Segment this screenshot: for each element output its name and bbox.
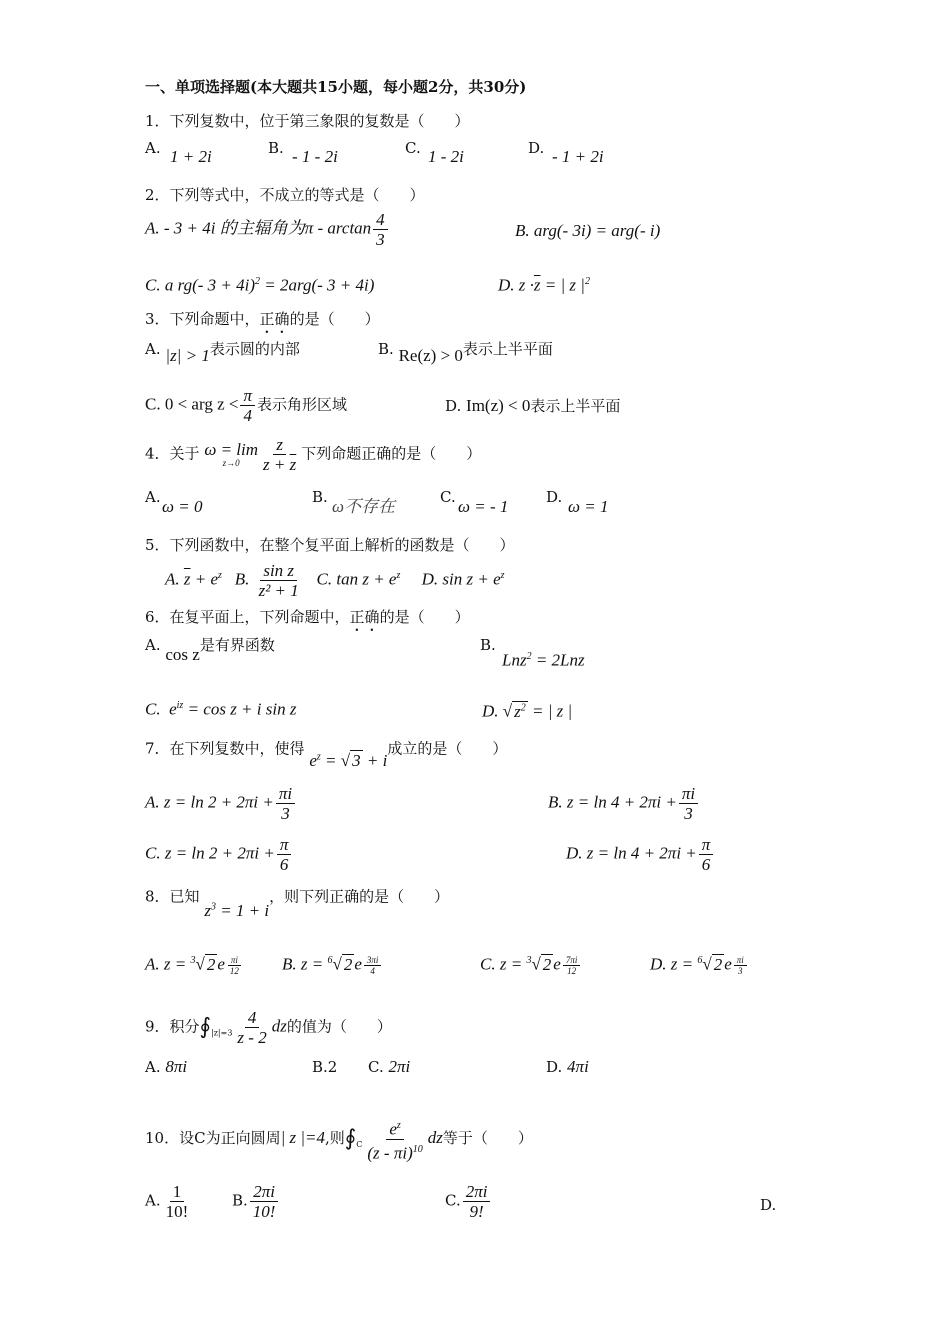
q6-option-c-label: C. [145, 699, 161, 719]
q5-option-a-label: A. [165, 569, 180, 589]
q3-option-d-text: 表示上半平面 [530, 397, 621, 415]
q1-option-c-label: C. [405, 139, 421, 157]
q8-option-d-radical-sign: √ [702, 954, 712, 974]
q3-option-b-label: B. [378, 340, 394, 358]
q9-fraction [234, 1008, 269, 1047]
q6-option-b-math [502, 648, 585, 670]
q2-option-a [145, 210, 390, 249]
q5-option-b-label: B. [234, 569, 250, 589]
q10-denominator [364, 1140, 425, 1163]
q10-numerator [386, 1116, 403, 1140]
q3-option-d-label: D. [445, 397, 462, 415]
q10-option-a-numerator: 1 [170, 1182, 185, 1202]
q7-option-d-text: D. z = ln 4 + 2πi + [566, 843, 697, 863]
q2-option-c-rest: = 2arg(- 3 + 4i) [260, 275, 375, 295]
q4-option-a-label: A. [145, 488, 161, 506]
q2-option-d-text: D. z · [498, 275, 534, 295]
q10-option-b-label: B. [232, 1191, 248, 1210]
q8-option-c-exponent [563, 955, 581, 976]
q10-numerator-exponent: z [396, 1120, 401, 1131]
q5-options [165, 561, 505, 600]
q3-option-a-label: A. [145, 340, 161, 358]
q10-integral-subscript: C [356, 1140, 363, 1150]
q3-option-a [145, 340, 300, 365]
q3-option-b-text: 表示上半平面 [462, 340, 553, 358]
q9-option-b: B.2 [312, 1058, 338, 1076]
q8-option-d-exp-den: 3 [738, 966, 743, 976]
q9-option-c-label: C. [368, 1058, 384, 1076]
q6-option-b-exponent: 2 [526, 651, 532, 662]
q4-denominator-text: z + [263, 455, 286, 474]
q8-option-b-exp-num: 3πi [364, 955, 382, 966]
q7-option-b [548, 784, 700, 823]
q5-option-d-exponent: z [500, 569, 505, 581]
q7-option-b-denominator: 3 [684, 804, 693, 823]
q8-option-a-e: e [217, 954, 225, 974]
q10-option-a-label: A. [145, 1191, 161, 1210]
q10-denominator-text: (z - πi) [367, 1143, 413, 1163]
q7-stem-post: 成立的是（ ） [387, 739, 508, 758]
q9-option-c [368, 1058, 410, 1076]
q2-option-a-text: A. - 3 + 4i 的主辐角为π - arctan [145, 218, 372, 238]
q9-stem-pre: 9．积分 [145, 1017, 200, 1036]
q10-option-a [145, 1182, 193, 1221]
q6-option-a [145, 636, 275, 664]
q2-option-a-denominator: 3 [376, 230, 385, 249]
q5-option-c-exponent: z [396, 569, 401, 581]
q7-option-b-text: B. z = ln 4 + 2πi + [548, 792, 677, 812]
q9-option-a-value: 8πi [165, 1057, 188, 1076]
q1-option-a-label: A. [145, 139, 161, 157]
q6-option-a-label: A. [145, 636, 161, 654]
q10-option-c-fraction [463, 1182, 491, 1221]
q4-fraction [260, 435, 299, 474]
q9-option-a-label: A. [145, 1058, 161, 1076]
q6-option-b-rest: = 2Lnz [531, 650, 585, 670]
q4-option-d-value: ω = 1 [568, 497, 609, 516]
q10-option-d: D. [760, 1196, 777, 1214]
q8-option-b-radicand: 2 [343, 954, 353, 974]
q1-option-c-value: 1 - 2i [428, 147, 464, 166]
q4-limit-expr: ω = lim [204, 440, 259, 459]
q8-option-b-exp-den: 4 [370, 966, 375, 976]
q8-option-b-e: e [354, 954, 362, 974]
q7-equation [309, 751, 387, 770]
q7-option-c-denominator: 6 [279, 855, 289, 874]
q6-option-c-e: e [169, 699, 177, 719]
q4-stem-post: 下列命题正确的是（ ） [301, 444, 482, 463]
q2-option-a-numerator: 4 [373, 210, 388, 230]
q8-option-b-root-index: 6 [327, 955, 333, 966]
q8-option-d-exp-num: πi [734, 955, 747, 966]
q3-option-a-text: 表示圆的内部 [209, 340, 300, 358]
q9-stem-post: 的值为（ ） [286, 1017, 392, 1036]
q8-option-a-radicand: 2 [206, 954, 216, 974]
q2-option-c [145, 273, 374, 295]
q10-option-c-label: C. [445, 1191, 461, 1210]
q2-option-d [498, 273, 590, 295]
section-title: 一、单项选择题(本大题共15小题，每小题2分，共30分) [145, 78, 527, 96]
q3-option-d [445, 397, 620, 415]
q5-option-c: C. tan z + e [316, 569, 397, 589]
q6-stem-emphasis: 正确 [349, 608, 380, 626]
q4-option-b-value: ω不存在 [332, 497, 396, 516]
q6-option-d-radicand-text: z [514, 701, 521, 721]
q6-option-c-rest: = cos z + i sin z [183, 699, 297, 719]
q9-numerator: 4 [245, 1008, 260, 1028]
q4-option-c-value: ω = - 1 [458, 497, 509, 516]
q3-stem-post: 的是（ ） [289, 310, 380, 328]
q10-integral-sign: ∮ [344, 1126, 357, 1152]
q8-option-b-exponent [364, 955, 382, 976]
q10-fraction [364, 1116, 425, 1162]
q8-stem-post: ，则下列正确的是（ ） [269, 887, 450, 906]
q6-option-d-label: D. [482, 701, 499, 721]
q8-option-c [480, 952, 582, 976]
q1-option-b-label: B. [268, 139, 284, 157]
q8-option-a-root-index: 3 [190, 955, 196, 966]
q8-option-c-root-index: 3 [526, 955, 532, 966]
q7-option-d-fraction [699, 835, 714, 874]
q9-option-a [145, 1058, 187, 1076]
q3-option-c [145, 386, 347, 425]
q8-option-c-text: C. z = [480, 954, 523, 974]
q9-option-d-value: 4πi [567, 1057, 589, 1076]
q10-numerator-e: e [389, 1119, 397, 1139]
q8-option-d-exponent [734, 955, 747, 976]
q1-option-b-value: - 1 - 2i [292, 147, 338, 166]
q7-option-b-numerator: πi [679, 784, 698, 804]
q10-stem-post: 等于（ ） [442, 1129, 533, 1148]
q4-stem [145, 435, 481, 474]
q6-option-d-rest: = | z | [527, 701, 573, 721]
q3-stem-emphasis: 正确 [259, 310, 290, 328]
q8-equation [204, 901, 269, 920]
q8-equation-rest: = 1 + i [215, 900, 270, 920]
q7-equation-exponent: z [316, 751, 321, 762]
q7-stem [145, 736, 508, 770]
q6-option-d-radicand-exponent: 2 [520, 702, 526, 713]
q6-stem-pre: 6．在复平面上，下列命题中， [145, 608, 350, 626]
q2-option-d-exponent: 2 [584, 276, 590, 287]
q9-integral-sign: ∮ [199, 1014, 212, 1040]
q10-option-a-fraction [163, 1182, 192, 1221]
q10-stem-pre: 10．设C为正向圆周 [145, 1129, 281, 1148]
q8-option-d [650, 952, 749, 976]
q1-option-a-value: 1 + 2i [170, 147, 212, 166]
q1-option-d-label: D. [528, 139, 545, 157]
q3-stem-pre: 3．下列命题中， [145, 310, 260, 328]
q10-stem [145, 1116, 533, 1162]
q9-option-c-value: 2πi [388, 1057, 411, 1076]
q6-option-a-math: cos z [165, 645, 200, 664]
q3-option-c-numerator: π [240, 386, 255, 406]
q5-option-d: D. sin z + e [421, 569, 501, 589]
q5-option-a-exponent: z [218, 569, 222, 581]
q3-option-c-text: 表示角形区域 [257, 395, 348, 414]
q8-option-d-root-index: 6 [697, 955, 703, 966]
q8-option-a-exponent [227, 955, 242, 976]
q9-stem [145, 1008, 392, 1047]
q10-denominator-exponent: 10 [412, 1143, 423, 1155]
q6-option-b-lnz: Lnz [502, 650, 527, 670]
q10-option-b-denominator: 10! [252, 1202, 276, 1221]
q10-option-c [445, 1182, 492, 1221]
q2-stem: 2．下列等式中，不成立的等式是（ ） [145, 186, 425, 204]
q10-option-c-denominator: 9! [469, 1202, 484, 1221]
q9-dz: dz [271, 1016, 287, 1036]
q10-option-b-numerator: 2πi [250, 1182, 278, 1202]
q8-option-c-exp-den: 12 [567, 966, 577, 976]
q8-option-c-e: e [553, 954, 561, 974]
q1-stem: 1．下列复数中，位于第三象限的复数是（ ） [145, 112, 470, 130]
q9-option-d [546, 1058, 589, 1076]
q3-stem [145, 310, 380, 337]
q8-option-d-radicand: 2 [713, 954, 723, 974]
q10-option-c-numerator: 2πi [463, 1182, 491, 1202]
q8-option-c-radicand: 2 [542, 954, 552, 974]
q5-option-b-fraction [256, 561, 302, 600]
q1-option-d-value: - 1 + 2i [552, 147, 604, 166]
q4-option-d-label: D. [546, 488, 563, 506]
q6-option-d-radicand [512, 701, 528, 721]
q6-stem-post: 的是（ ） [379, 608, 470, 626]
q10-stem-mid: ,则 [325, 1129, 345, 1148]
q5-option-b-denominator: z² + 1 [258, 581, 299, 600]
q9-option-d-label: D. [546, 1058, 563, 1076]
q6-stem [145, 608, 470, 635]
q8-option-b-radical-sign: √ [332, 954, 342, 974]
q8-option-a [145, 952, 244, 976]
q6-option-b-label: B. [480, 636, 496, 654]
q7-equation-radicand: 3 [352, 750, 361, 770]
q6-option-a-text: 是有界函数 [199, 636, 275, 654]
q4-stem-pre: 4．关于 [145, 444, 200, 463]
q2-option-a-fraction [373, 210, 388, 249]
q3-option-d-math: Im(z) < 0 [466, 396, 531, 415]
q8-stem-pre: 8．已知 [145, 887, 200, 906]
q3-option-c-fraction [240, 386, 255, 425]
q7-equation-e: e [309, 750, 317, 770]
q3-option-c-math: C. 0 < arg z < [145, 394, 239, 414]
q5-option-a-conjugate: $\overline{z}$ [183, 569, 191, 589]
q10-option-a-denominator: 10! [165, 1202, 189, 1221]
q7-option-b-fraction [679, 784, 698, 823]
q8-option-a-text: A. z = [145, 954, 187, 974]
q9-integral-subscript: |z|=3 [211, 1028, 233, 1038]
q8-option-c-radical-sign: √ [531, 954, 541, 974]
q2-option-d-conjugate: $\overline{z}$ [533, 275, 541, 295]
q7-option-c-numerator: π [277, 835, 292, 855]
q5-option-a-rest: + e [190, 569, 219, 589]
q7-option-a-text: A. z = ln 2 + 2πi + [145, 792, 274, 812]
q10-option-b-fraction [250, 1182, 279, 1221]
q8-option-b-text: B. z = [282, 954, 324, 974]
q7-option-a-denominator: 3 [281, 804, 290, 823]
q6-option-c-exponent: iz [176, 700, 184, 711]
q8-equation-z: z [204, 900, 211, 920]
q4-option-a-value: ω = 0 [162, 497, 203, 516]
q7-option-c-text: C. z = ln 2 + 2πi + [145, 843, 275, 863]
q7-option-c [145, 835, 293, 874]
q7-option-a [145, 784, 297, 823]
q10-dz: dz [427, 1128, 443, 1148]
q8-equation-exponent: 3 [210, 901, 216, 912]
q7-option-d-denominator: 6 [701, 855, 711, 874]
q7-option-c-fraction [277, 835, 292, 874]
q2-option-c-exponent: 2 [255, 276, 261, 287]
q8-option-a-exp-den: 12 [229, 966, 239, 976]
q8-option-c-exp-num: 7πi [563, 955, 581, 966]
q4-denominator-conjugate: $\overline{z}$ [289, 455, 297, 474]
q7-option-d [566, 835, 715, 874]
q8-option-a-exp-num: πi [228, 955, 241, 966]
q6-option-d-radical-sign: √ [502, 701, 513, 721]
q2-option-b: B. arg(- 3i) = arg(- i) [515, 221, 661, 240]
q5-option-b-numerator: sin z [260, 561, 297, 581]
q8-option-b [282, 952, 383, 976]
q8-stem [145, 884, 450, 920]
q2-option-d-rest: = | z | [540, 275, 585, 295]
q8-option-d-text: D. z = [650, 954, 694, 974]
q9-denominator: z - 2 [237, 1028, 267, 1047]
q5-stem: 5．下列函数中，在整个复平面上解析的函数是（ ） [145, 536, 515, 554]
q4-limit [204, 441, 258, 468]
q3-option-a-math: |z| > 1 [165, 346, 210, 365]
q6-option-d [482, 699, 572, 721]
q4-denominator [260, 455, 299, 474]
q4-option-b-label: B. [312, 488, 328, 506]
q3-option-b-math: Re(z) > 0 [398, 346, 463, 365]
q7-equation-rest: + i [362, 750, 388, 770]
q7-option-a-numerator: πi [276, 784, 295, 804]
q3-option-b [378, 340, 553, 365]
q4-option-c-label: C. [440, 488, 456, 506]
q7-option-a-fraction [276, 784, 295, 823]
q7-equation-radical-sign: √ [340, 750, 351, 770]
q10-option-b [232, 1182, 280, 1221]
q10-circle: | z |=4 [280, 1128, 326, 1148]
q7-option-d-numerator: π [699, 835, 714, 855]
q7-equation-mid: = [320, 750, 341, 770]
q2-option-c-text: C. a rg(- 3 + 4i) [145, 275, 256, 295]
q4-numerator: z [273, 435, 286, 455]
q3-option-c-denominator: 4 [243, 406, 252, 425]
q7-stem-pre: 7．在下列复数中，使得 [145, 739, 305, 758]
q4-limit-subscript: z→0 [222, 458, 240, 468]
q8-option-a-radical-sign: √ [195, 954, 205, 974]
q6-option-c [145, 697, 296, 719]
q8-option-d-e: e [724, 954, 732, 974]
